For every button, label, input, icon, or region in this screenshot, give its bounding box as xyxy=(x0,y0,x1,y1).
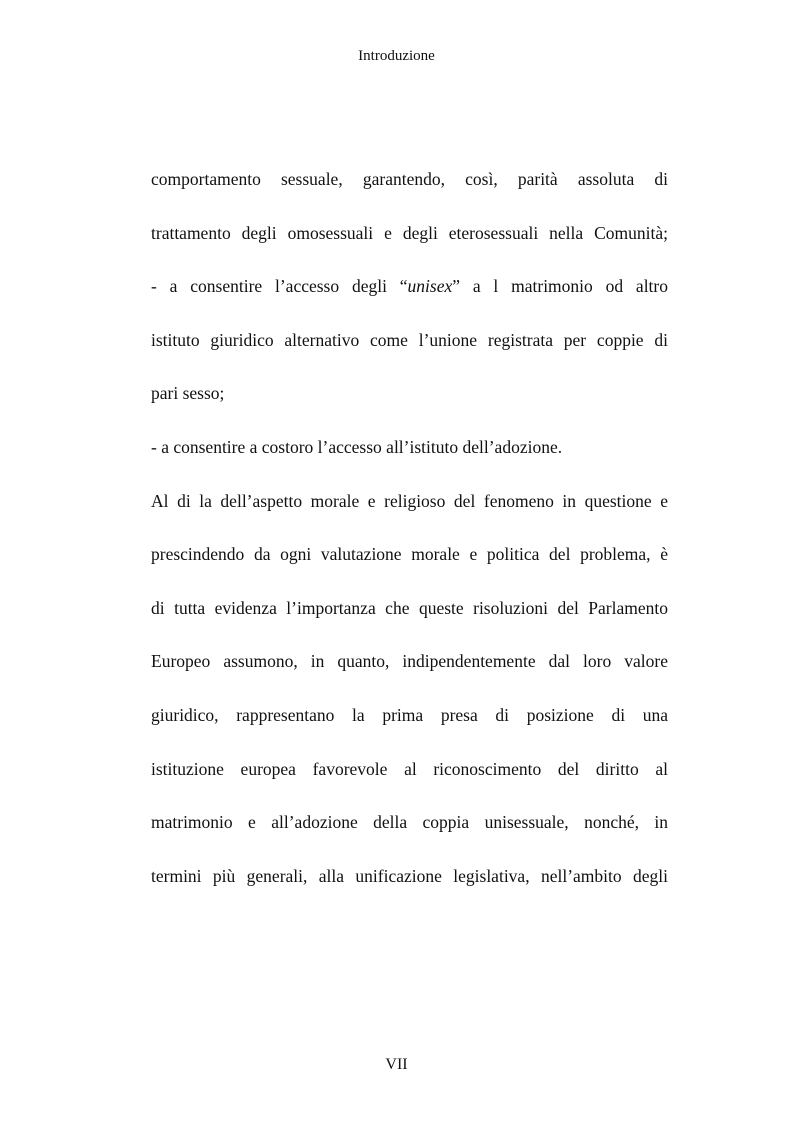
text-line: Al di la dell’aspetto morale e religioso del fenomeno in questione e xyxy=(151,490,668,511)
text-span: - a consentire l’accesso degli “ xyxy=(151,276,408,297)
text-line: matrimonio e all’adozione della coppia unisessuale, nonché, in xyxy=(151,812,668,833)
body-text xyxy=(151,164,668,914)
text-span: ” a l matrimonio od altro xyxy=(452,276,668,297)
italic-term: unisex xyxy=(407,276,453,297)
text-line: prescindendo da ogni valutazione morale e politica del problema, è xyxy=(151,544,668,565)
text-line: termini più generali, alla unificazione legislativa, nell’ambito degli xyxy=(151,865,668,886)
text-line: trattamento degli omosessuali e degli eterosessuali nella Comunità; xyxy=(151,222,668,243)
text-line: pari sesso; xyxy=(151,383,225,404)
text-line xyxy=(151,271,668,325)
running-header: Introduzione xyxy=(358,48,435,64)
text-line: giuridico, rappresentano la prima presa di posizione di una xyxy=(151,704,668,725)
page-number: VII xyxy=(385,1056,408,1073)
text-line: comportamento sessuale, garantendo, così, parità assoluta di xyxy=(151,169,668,189)
text-line: istituto giuridico alternativo come l’unione registrata per coppie di xyxy=(151,329,668,350)
text-line: di tutta evidenza l’importanza che queste risoluzioni del Parlamento xyxy=(151,597,668,618)
text-line: Europeo assumono, in quanto, indipendentemente dal loro valore xyxy=(151,651,668,672)
text-line: istituzione europea favorevole al riconoscimento del diritto al xyxy=(151,758,668,779)
text-line: - a consentire a costoro l’accesso all’istituto dell’adozione. xyxy=(151,436,563,457)
